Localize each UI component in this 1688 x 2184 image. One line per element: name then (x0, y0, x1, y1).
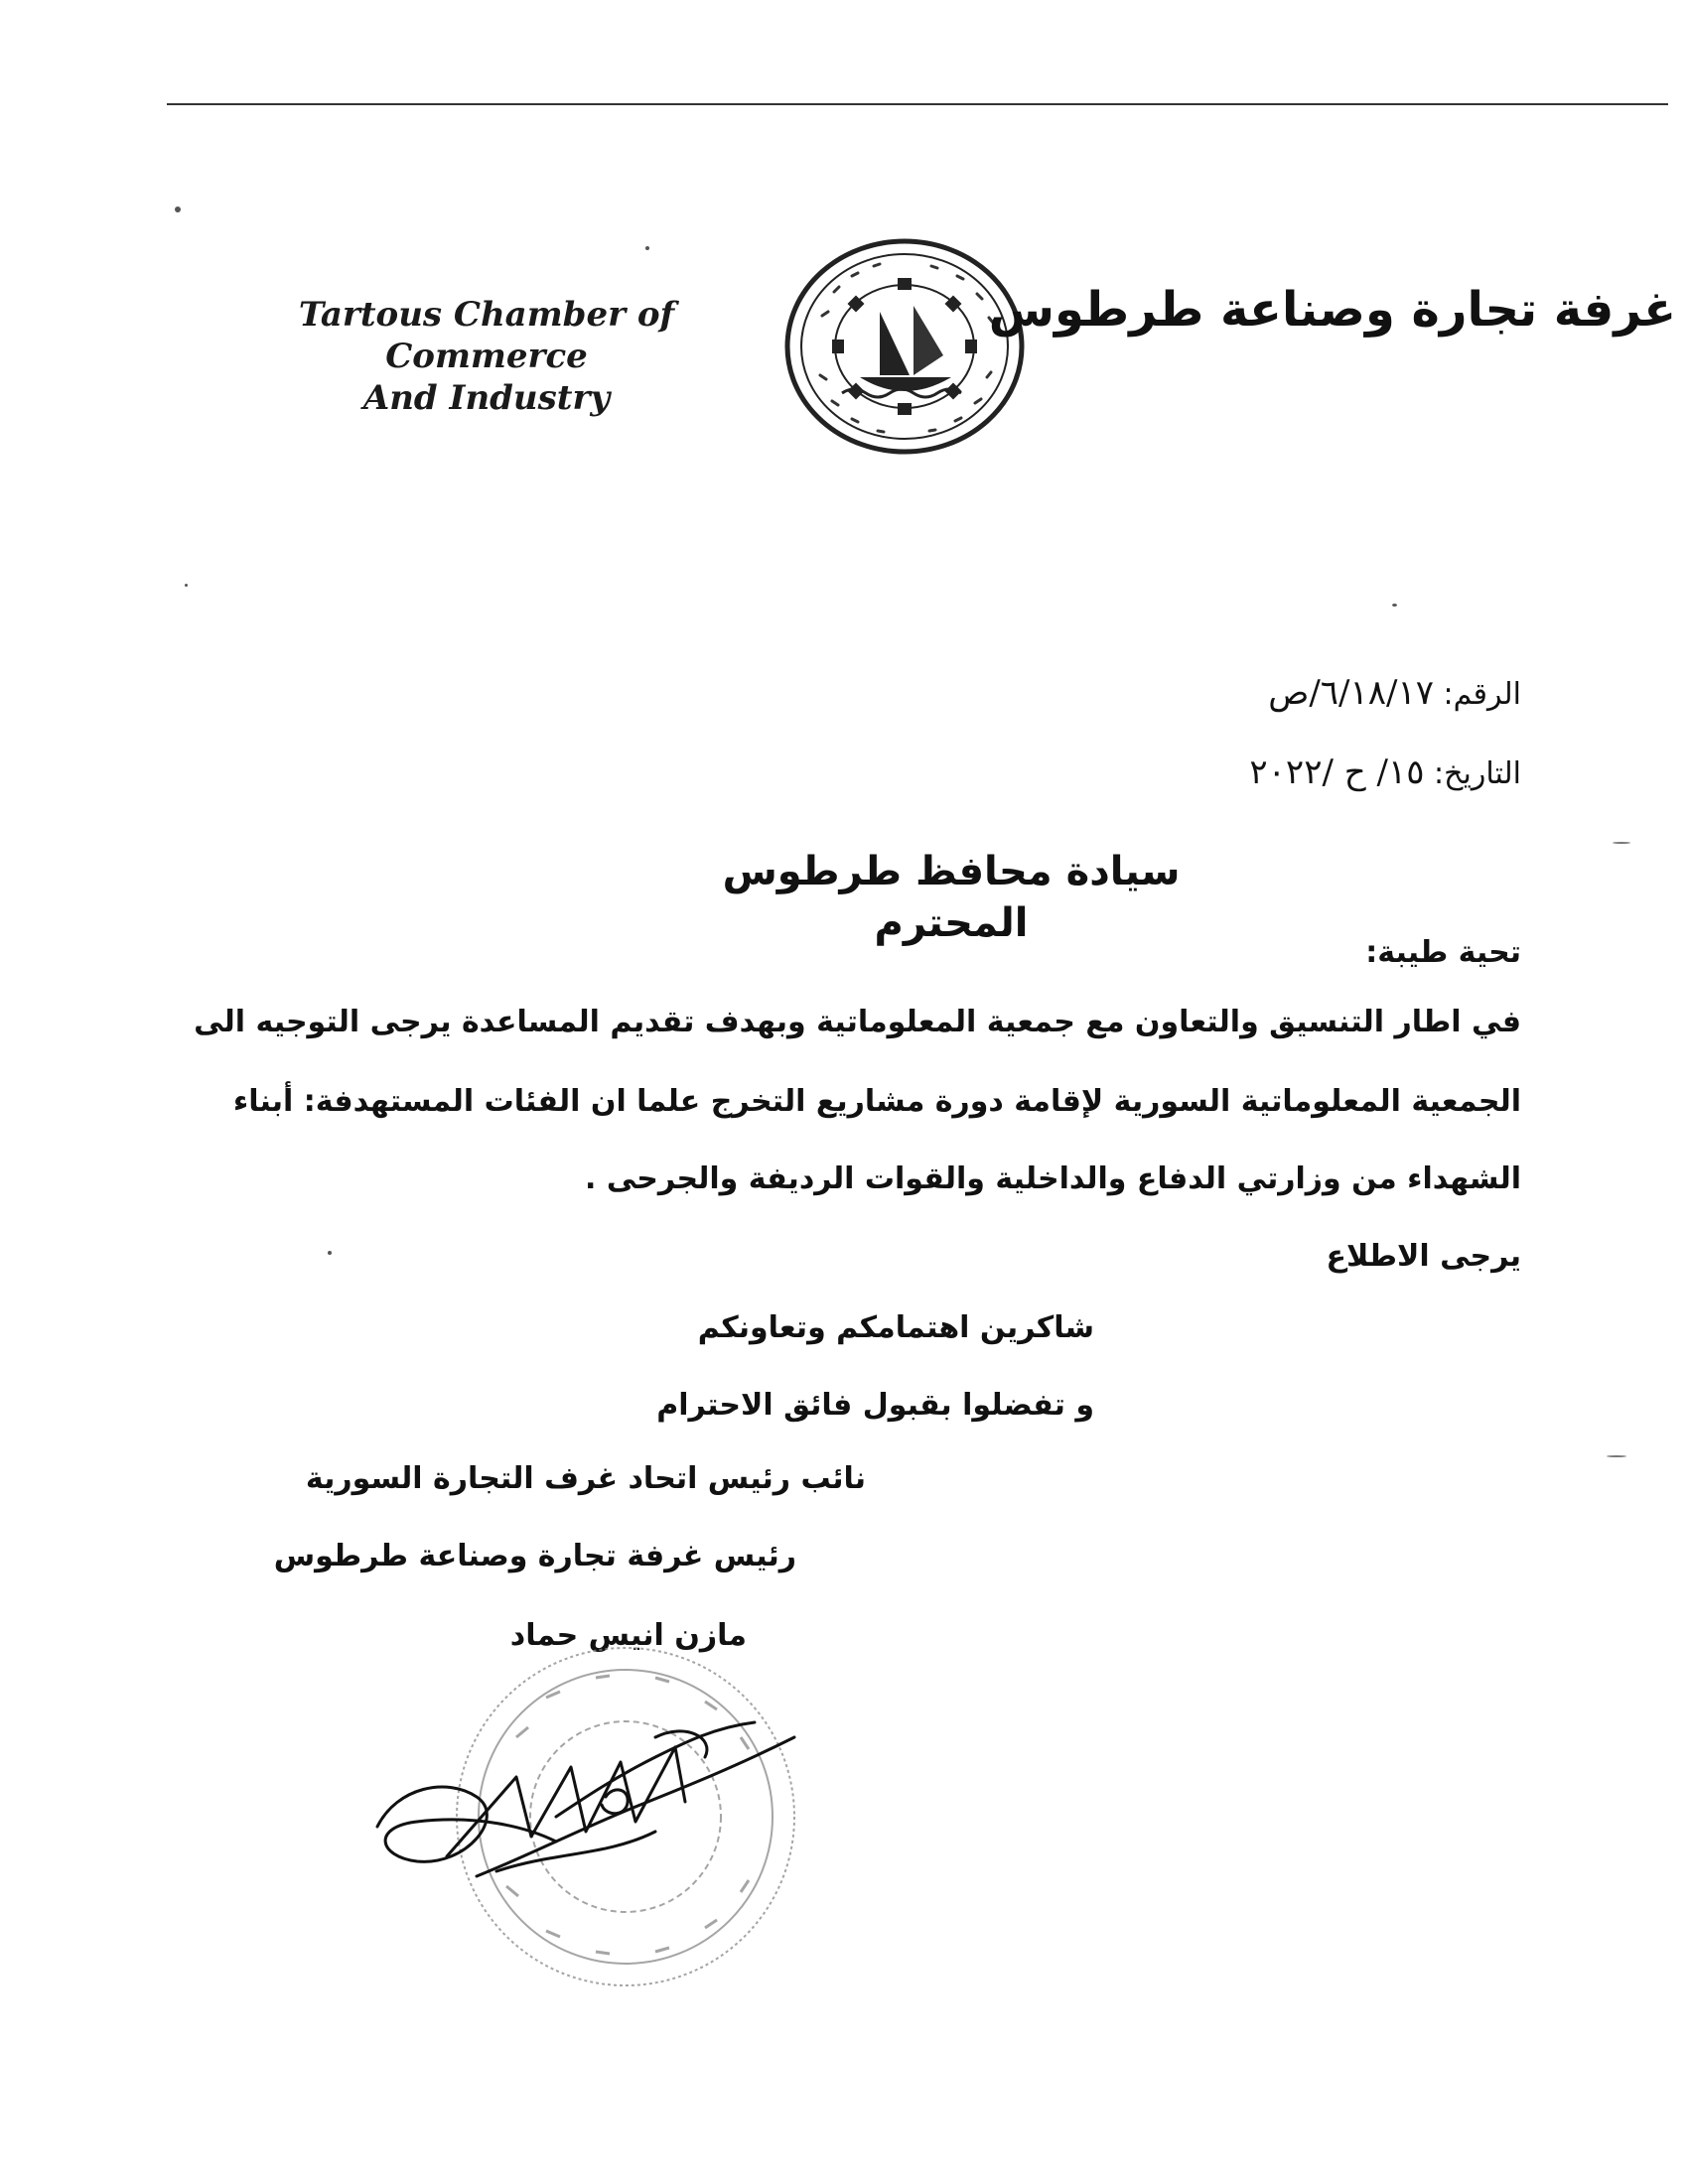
letter-date (1249, 752, 1521, 794)
date-label: التاريخ: (1434, 756, 1521, 791)
scan-speck (645, 246, 649, 250)
body-line-2: الجمعية المعلوماتية السورية لإقامة دورة مشاريع التخرج علما ان الفئات المستهدفة: أبناء (232, 1084, 1521, 1119)
request-line: يرجى الاطلاع (1326, 1239, 1521, 1274)
arabic-chamber-name: غرفة تجارة وصناعة طرطوس (988, 282, 1676, 338)
signature-and-stamp (357, 1628, 834, 2005)
greeting: تحية طيبة: (1365, 935, 1521, 970)
scan-speck (1607, 1455, 1626, 1457)
body-line-3: الشهداء من وزارتي الدفاع والداخلية والقوات الرديفة والجرحى . (585, 1161, 1521, 1196)
top-rule (167, 103, 1668, 105)
english-chamber-name (218, 294, 755, 419)
signatory-name: مازن انيس حماد (509, 1618, 747, 1653)
scan-speck (328, 1251, 332, 1255)
thanks-line: شاكرين اهتمامكم وتعاونكم (697, 1310, 1094, 1345)
scan-speck (175, 206, 181, 212)
scan-speck (1392, 604, 1397, 607)
reference-number-value: ٦/١٨/١٧/ص (1268, 673, 1434, 713)
closing-line: و تفضلوا بقبول فائق الاحترام (656, 1388, 1094, 1423)
english-name-line2: And Industry (362, 378, 611, 418)
body-line-1: في اطار التنسيق والتعاون مع جمعية المعلوماتية وبهدف تقديم المساعدة يرجى التوجيه الى (194, 1005, 1521, 1039)
scan-speck (185, 584, 188, 587)
scan-speck (1613, 842, 1630, 844)
handwritten-signature (377, 1722, 794, 1876)
official-stamp (457, 1648, 794, 1985)
english-name-line1: Tartous Chamber of Commerce (298, 295, 675, 376)
signatory-title-2: رئيس غرفة تجارة وصناعة طرطوس (273, 1539, 796, 1573)
date-value: ١٥/ ح /٢٠٢٢ (1249, 752, 1425, 792)
reference-number (1268, 673, 1521, 715)
salutation: سيادة محافظ طرطوس المحترم (722, 849, 1181, 946)
chamber-logo-emblem (782, 236, 1027, 457)
reference-number-label: الرقم: (1443, 677, 1521, 712)
signatory-title-1: نائب رئيس اتحاد غرف التجارة السورية (305, 1461, 866, 1496)
